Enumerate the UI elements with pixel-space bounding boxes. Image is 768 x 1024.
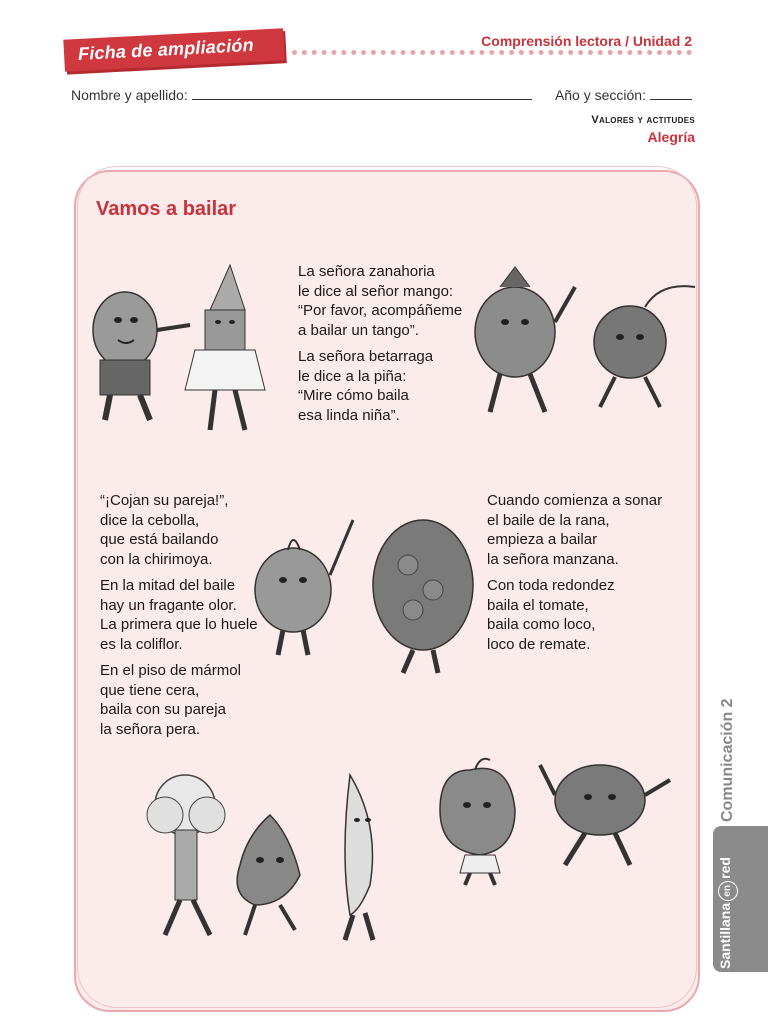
poem-title: Vamos a bailar: [96, 198, 237, 220]
stanza: En el piso de mármol que tiene cera, baila con su pareja la señora pera.: [100, 662, 241, 738]
stanza: En la mitad del baile hay un fragante olor. La primera que lo huele es la coliflor.: [100, 577, 258, 653]
apple-tomato-illustration: [425, 755, 685, 890]
year-label: Año y sección:: [554, 87, 646, 103]
stanza: “¡Cojan su pareja!”, dice la cebolla, que está bailando con la chirimoya.: [100, 492, 229, 568]
subject-label: Comunicación 2: [719, 698, 736, 822]
stanza: Cuando comienza a sonar el baile de la rana, empieza a bailar la señora manzana.: [487, 492, 663, 568]
stanza-group-3: [487, 491, 662, 661]
brand-name: Santillana: [717, 902, 733, 969]
stanza: La señora betarraga le dice a la piña: “Mire cómo baila esa linda niña”.: [298, 348, 434, 424]
stanza-group-2: [100, 491, 258, 746]
name-field[interactable]: [71, 87, 532, 103]
ribbon-label: Ficha de ampliación: [77, 34, 255, 65]
mango-carrot-illustration: [80, 250, 280, 440]
cauliflower-pear-banana-illustration: [135, 765, 395, 945]
dotted-divider: [292, 50, 692, 55]
name-label: Nombre y apellido:: [71, 87, 188, 103]
brand-label: [717, 857, 738, 969]
section-title: Comprensión lectora / Unidad 2: [481, 33, 692, 49]
stanza-group-1: [298, 262, 462, 432]
year-field[interactable]: [555, 87, 692, 103]
brand-red: red: [717, 857, 733, 879]
year-blank[interactable]: [650, 99, 692, 100]
pineapple-beetroot-illustration: [460, 262, 700, 422]
values-value: Alegría: [647, 129, 695, 145]
ficha-ribbon: [63, 28, 284, 71]
onion-chirimoya-illustration: [238, 505, 478, 680]
brand-en-circle: en: [718, 881, 738, 901]
stanza: Con toda redondez baila el tomate, baila como loco, loco de remate.: [487, 577, 615, 653]
name-blank[interactable]: [192, 99, 532, 100]
values-label: Valores y actitudes: [591, 114, 695, 126]
stanza: La señora zanahoria le dice al señor mango: “Por favor, acompáñeme a bailar un tango”.: [298, 263, 463, 339]
